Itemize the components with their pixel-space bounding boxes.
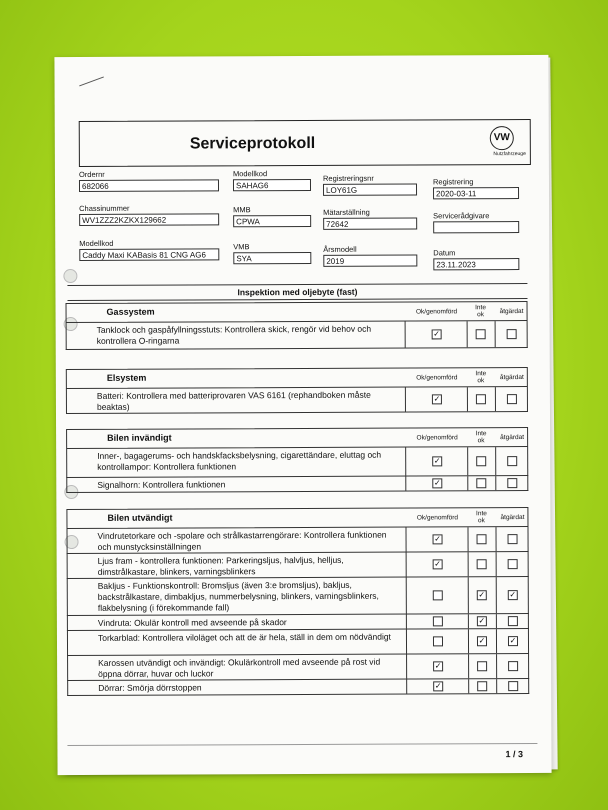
checklist-row	[67, 629, 529, 656]
cell-divider	[467, 387, 468, 411]
inte-ok-checkbox[interactable]	[476, 456, 486, 466]
col-inte-ok-line1: Inte	[475, 304, 486, 312]
cell-divider	[495, 387, 496, 411]
col-inte-ok-line2: ok	[477, 437, 485, 445]
vmb-label: VMB	[233, 242, 250, 252]
checklist-row	[66, 321, 528, 350]
col-inte-ok-header	[467, 304, 495, 318]
col-inte-ok-line2: ok	[478, 517, 485, 525]
cell-divider	[496, 552, 497, 576]
modellkod-field: SAHAG6	[233, 179, 311, 191]
row-description: Ljus fram - kontrollera funktionen: Parkeringsljus, halvljus, helljus, dimstrålkastare, blinkers, varningsblinkers	[97, 554, 344, 577]
atgardat-checkbox[interactable]: ✓	[509, 636, 517, 646]
ok-checkbox[interactable]: ✓	[433, 456, 441, 466]
section-title: Bilen utvändigt	[107, 512, 173, 523]
col-ok-header: Ok/genomförd	[415, 308, 458, 316]
cell-divider	[406, 655, 407, 679]
inte-ok-checkbox[interactable]	[477, 559, 487, 569]
pen-mark	[79, 76, 104, 86]
cell-divider	[406, 615, 407, 629]
col-ok-header: Ok/genomförd	[416, 434, 458, 442]
chassinummer-field: WV1ZZZ2KZKX129662	[79, 213, 219, 226]
col-atgardat-header: åtgärdat	[500, 434, 525, 442]
cell-divider	[467, 527, 468, 551]
ok-checkbox[interactable]: ✓	[433, 478, 441, 488]
arsmodell-label: Årsmodell	[323, 244, 357, 254]
row-description: Inner-, bagagerums- och handskfacksbelysning, cigarettändare, eluttag och kontrollampor: Kontrollera funktionen	[97, 449, 382, 472]
cell-divider	[405, 528, 406, 552]
ok-checkbox[interactable]	[433, 616, 443, 626]
ordernr-label: Ordernr	[78, 169, 105, 179]
cell-divider	[495, 527, 496, 551]
inte-ok-checkbox[interactable]: ✓	[478, 590, 486, 600]
cell-divider	[496, 577, 497, 613]
ok-checkbox[interactable]	[433, 590, 443, 600]
checklist-row	[66, 387, 528, 414]
cell-divider	[405, 448, 406, 476]
section-header	[66, 367, 528, 389]
ok-checkbox[interactable]: ✓	[433, 329, 441, 339]
inte-ok-checkbox[interactable]	[476, 478, 486, 488]
col-inte-ok-line1: Inte	[475, 510, 487, 518]
row-description: Dörrar: Smörja dörrstoppen	[98, 682, 202, 693]
checklist-row	[67, 577, 529, 616]
col-inte-ok-line2: ok	[477, 377, 485, 385]
checklist-row	[67, 552, 529, 579]
col-inte-ok-line1: Inte	[475, 430, 487, 438]
registreringsnr-label: Registreringsnr	[322, 173, 374, 183]
col-atgardat-header: åtgärdat	[500, 514, 525, 522]
cell-divider	[496, 629, 497, 653]
vw-logo-icon: VW	[490, 126, 514, 150]
ordernr-field: 682066	[79, 179, 219, 192]
inte-ok-checkbox[interactable]: ✓	[478, 616, 486, 626]
section-title: Bilen invändigt	[107, 432, 172, 443]
col-inte-ok-line2: ok	[477, 311, 485, 319]
section-header	[66, 427, 528, 449]
arsmodell-field: 2019	[323, 254, 417, 266]
cell-divider	[468, 614, 469, 628]
atgardat-checkbox[interactable]	[507, 394, 517, 404]
modellkod-label: Modellkod	[232, 169, 268, 179]
col-inte-ok-header	[467, 370, 495, 384]
section-3	[66, 507, 529, 696]
atgardat-checkbox[interactable]	[508, 616, 518, 626]
atgardat-checkbox[interactable]: ✓	[509, 590, 517, 600]
cell-divider	[467, 321, 468, 347]
cell-divider	[467, 476, 468, 490]
page-number: 1 / 3	[505, 749, 524, 760]
atgardat-checkbox[interactable]	[507, 329, 517, 339]
cell-divider	[468, 679, 469, 693]
atgardat-checkbox[interactable]	[508, 559, 518, 569]
footer-divider	[67, 743, 537, 746]
inspection-title: Inspektion med oljebyte (fast)	[67, 283, 527, 301]
col-inte-ok-header	[467, 510, 495, 524]
row-description: Signalhorn: Kontrollera funktionen	[97, 479, 226, 490]
section-title: Elsystem	[106, 372, 147, 383]
col-inte-ok-header	[467, 430, 495, 444]
atgardat-checkbox[interactable]	[507, 456, 517, 466]
inte-ok-checkbox[interactable]: ✓	[478, 636, 486, 646]
cell-divider	[406, 578, 407, 614]
inte-ok-checkbox[interactable]	[477, 661, 487, 671]
service-protocol-sheet	[54, 55, 551, 775]
page-title: Serviceprotokoll	[189, 134, 316, 153]
atgardat-checkbox[interactable]	[508, 681, 518, 691]
punch-hole	[63, 269, 77, 283]
ok-checkbox[interactable]: ✓	[434, 534, 441, 544]
section-header	[66, 507, 528, 529]
inte-ok-checkbox[interactable]	[477, 534, 487, 544]
matarstallning-label: Mätarställning	[323, 207, 370, 217]
ok-checkbox[interactable]: ✓	[434, 681, 442, 691]
cell-divider	[468, 654, 469, 678]
row-description: Vindruta: Okulär kontroll med avseende på skador	[97, 617, 287, 628]
modellkod2-field: Caddy Maxi KABasis 81 CNG AG6	[79, 248, 219, 261]
matarstallning-field: 72642	[323, 218, 417, 230]
checklist-row	[67, 654, 529, 681]
checklist-row	[66, 476, 528, 493]
row-description: Karossen utvändigt och invändigt: Okulärkontroll med avseende på rost vid öppna dörrar, huvar och luckor	[98, 656, 381, 679]
section-header	[66, 301, 528, 323]
atgardat-checkbox[interactable]	[508, 661, 518, 671]
cell-divider	[467, 447, 468, 475]
checklist-row	[67, 679, 529, 696]
checklist-row	[66, 527, 528, 554]
atgardat-checkbox[interactable]	[507, 478, 517, 488]
datum-label: Datum	[433, 248, 456, 258]
vmb-field: SYA	[233, 252, 311, 264]
checklist-row	[66, 447, 528, 478]
cell-divider	[468, 629, 469, 653]
inte-ok-checkbox[interactable]	[476, 329, 486, 339]
registrering-field: 2020-03-11	[433, 187, 519, 199]
cell-divider	[496, 614, 497, 628]
cell-divider	[468, 577, 469, 613]
ok-checkbox[interactable]: ✓	[434, 661, 442, 671]
cell-divider	[406, 553, 407, 577]
mmb-field: CPWA	[233, 215, 311, 227]
registrering-label: Registrering	[432, 177, 474, 187]
cell-divider	[495, 447, 496, 475]
ok-checkbox[interactable]: ✓	[434, 559, 442, 569]
col-ok-header: Ok/genomförd	[416, 514, 459, 522]
col-ok-header: Ok/genomförd	[416, 374, 458, 382]
section-2	[66, 427, 528, 493]
cell-divider	[405, 388, 406, 412]
row-description: Batteri: Kontrollera med batteriprovaren VAS 6161 (rephandboken måste beaktas)	[96, 389, 371, 412]
section-title: Gassystem	[106, 306, 155, 317]
cell-divider	[406, 680, 407, 694]
serviceradgivare-label: Servicerådgivare	[433, 211, 490, 221]
cell-divider	[405, 477, 406, 491]
cell-divider	[405, 322, 406, 348]
serviceradgivare-field	[433, 221, 519, 233]
section-0	[66, 301, 528, 350]
row-description: Vindrutetorkare och -spolare och strålkastarrengörare: Kontrollera funktionen och munstycksinställningen	[97, 529, 387, 552]
datum-field: 23.11.2023	[433, 258, 519, 270]
cell-divider	[496, 679, 497, 693]
cell-divider	[406, 630, 407, 654]
chassinummer-label: Chassinummer	[79, 203, 130, 213]
cell-divider	[495, 321, 496, 347]
atgardat-checkbox[interactable]	[508, 534, 518, 544]
section-1	[66, 367, 528, 414]
col-atgardat-header: åtgärdat	[499, 308, 524, 316]
cell-divider	[495, 476, 496, 490]
ok-checkbox[interactable]	[433, 636, 443, 646]
col-inte-ok-line1: Inte	[475, 370, 487, 378]
cell-divider	[496, 654, 497, 678]
registreringsnr-field: LOY61G	[323, 184, 417, 196]
ok-checkbox[interactable]: ✓	[433, 394, 441, 404]
logo-subtitle: Nutzfahrzeuge	[493, 151, 526, 158]
modellkod2-label: Modellkod	[79, 238, 114, 248]
col-atgardat-header: åtgärdat	[499, 374, 524, 382]
row-description: Torkarblad: Kontrollera viloläget och att de är hela, ställ in dem om nödvändigt	[97, 631, 391, 643]
mmb-label: MMB	[233, 205, 251, 215]
inte-ok-checkbox[interactable]	[476, 394, 486, 404]
header-box	[79, 119, 531, 167]
inte-ok-checkbox[interactable]	[477, 681, 487, 691]
cell-divider	[468, 552, 469, 576]
row-description: Tanklock och gaspåfyllningsstuts: Kontrollera skick, rengör vid behov och kontrollera O-ringarna	[96, 323, 372, 346]
row-description: Bakljus - Funktionskontroll: Bromsljus (även 3:e bromsljus), bakljus, backstrålkastare, dimbakljus, nummerbelysning, blinkers, varningsblinkers, flakbelysning (i förekommande fall)	[97, 579, 379, 613]
